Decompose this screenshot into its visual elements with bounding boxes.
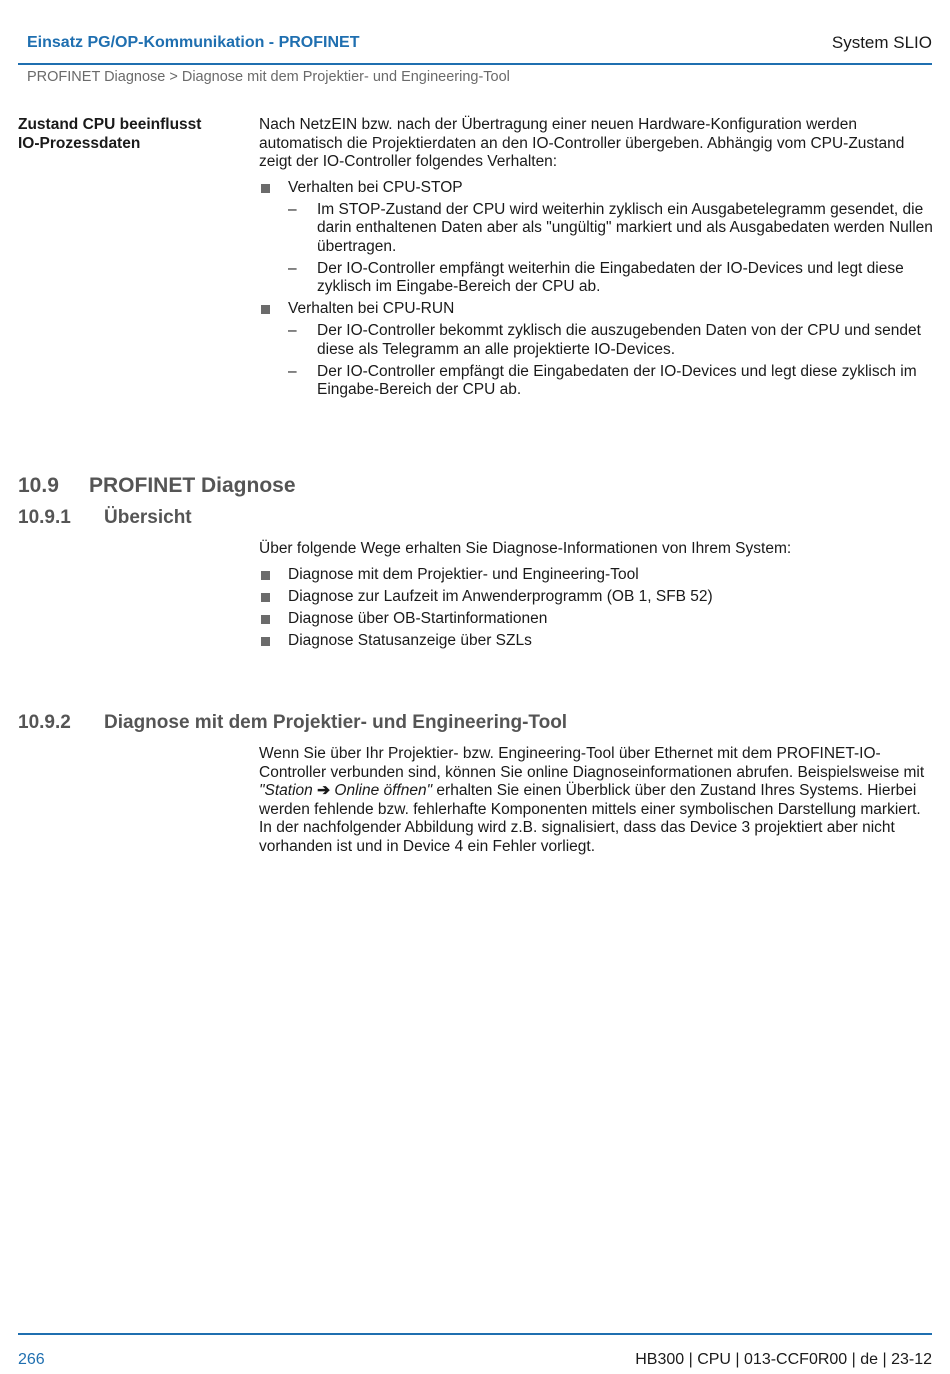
footer-divider — [18, 1333, 932, 1335]
sub-list — [288, 201, 935, 297]
menu-path-part: "Station — [259, 782, 313, 799]
list-item — [259, 179, 935, 297]
section-title: PROFINET Diagnose — [89, 474, 296, 497]
list-item — [259, 632, 935, 651]
section-heading-10-9 — [18, 474, 296, 498]
diagnosis-methods-list — [259, 566, 935, 651]
square-bullet-icon — [261, 637, 270, 646]
list-item-text: Diagnose zur Laufzeit im Anwenderprogramm (OB 1, SFB 52) — [288, 587, 713, 605]
sub-list-text: Im STOP-Zustand der CPU wird weiterhin zyklisch ein Ausgabetelegramm gesendet, die darin enthaltenen Daten aber als "ungültig" markiert und als Ausgabedaten werden Nullen übertragen. — [317, 200, 933, 255]
sub-list-item — [288, 363, 935, 400]
cpu-behavior-list — [259, 179, 935, 400]
section-number: 10.9.2 — [18, 712, 71, 733]
list-item — [259, 588, 935, 607]
engineering-tool-paragraph — [259, 745, 935, 856]
side-heading-line: Zustand CPU beeinflusst — [18, 116, 202, 133]
sub-list-text: Der IO-Controller bekommt zyklisch die auszugebenden Daten von der CPU und sendet diese als Telegramm an alle projektierte IO-Devices. — [317, 322, 921, 358]
list-item — [259, 610, 935, 629]
list-item-text: Diagnose über OB-Startinformationen — [288, 609, 548, 627]
paragraph-text: Wenn Sie über Ihr Projektier- bzw. Engineering-Tool über Ethernet mit dem PROFINET-IO-Controller verbunden sind, können Sie online Diagnoseinformationen abrufen. Beispielsweise mit — [259, 745, 925, 781]
side-heading-cpu-state — [18, 116, 243, 153]
square-bullet-icon — [261, 305, 270, 314]
overview-intro: Über folgende Wege erhalten Sie Diagnose-Informationen von Ihrem System: — [259, 540, 792, 557]
overview-content — [259, 540, 935, 650]
sub-list-text: Der IO-Controller empfängt die Eingabedaten der IO-Devices und legt diese zyklisch im Eingabe-Bereich der CPU ab. — [317, 362, 917, 398]
list-item-title: Verhalten bei CPU-STOP — [288, 178, 463, 196]
arrow-right-icon: ➔ — [317, 782, 331, 799]
list-item — [259, 300, 935, 400]
section-title: Übersicht — [104, 507, 192, 528]
sub-list-item — [288, 201, 935, 257]
square-bullet-icon — [261, 593, 270, 602]
sub-list-item — [288, 260, 935, 297]
page-number: 266 — [18, 1351, 45, 1368]
dash-bullet-icon: – — [288, 322, 297, 339]
section-number: 10.9 — [18, 474, 59, 497]
chapter-title: Einsatz PG/OP-Kommunikation - PROFINET — [27, 34, 360, 51]
dash-bullet-icon: – — [288, 200, 297, 218]
cpu-state-content — [259, 116, 935, 400]
list-item-text: Diagnose Statusanzeige über SZLs — [288, 631, 532, 649]
list-item-title: Verhalten bei CPU-RUN — [288, 300, 455, 317]
engineering-tool-content — [259, 745, 935, 856]
menu-path — [259, 782, 432, 799]
product-name: System SLIO — [831, 33, 932, 52]
paragraph-text: erhalten Sie einen Überblick über den Zustand Ihres Systems. Hierbei werden fehlende bzw. fehlerhafte Komponenten mittels einer symbolischen Darstellung markiert. In der nachfolgender Abbildung wird z.B. signalisiert, dass das Device 3 projektiert aber nicht vorhanden ist und in Device 4 ein Fehler vorliegt. — [259, 782, 921, 855]
cpu-state-intro: Nach NetzEIN bzw. nach der Übertragung einer neuen Hardware-Konfiguration werden automatisch die Projektierdaten an den IO-Controller übergeben. Abhängig vom CPU-Zustand zeigt der IO-Controller folgendes Verhalten: — [259, 116, 905, 170]
square-bullet-icon — [261, 184, 270, 193]
section-heading-10-9-1 — [18, 507, 192, 529]
sub-list-item — [288, 322, 935, 359]
dash-bullet-icon: – — [288, 362, 297, 380]
sub-list-text: Der IO-Controller empfängt weiterhin die Eingabedaten der IO-Devices und legt diese zyklisch im Eingabe-Bereich der CPU ab. — [317, 259, 904, 295]
square-bullet-icon — [261, 571, 270, 580]
side-heading-line: IO-Prozessdaten — [18, 134, 141, 152]
list-item — [259, 566, 935, 585]
square-bullet-icon — [261, 615, 270, 624]
header-divider — [18, 63, 932, 65]
sub-list — [288, 322, 935, 400]
section-title: Diagnose mit dem Projektier- und Engineering-Tool — [104, 712, 568, 733]
menu-path-part: Online öffnen" — [334, 782, 433, 799]
document-info: HB300 | CPU | 013-CCF0R00 | de | 23-12 — [635, 1351, 932, 1368]
list-item-text: Diagnose mit dem Projektier- und Engineering-Tool — [288, 565, 639, 583]
section-number: 10.9.1 — [18, 507, 71, 528]
section-heading-10-9-2 — [18, 712, 567, 734]
dash-bullet-icon: – — [288, 259, 297, 277]
breadcrumb: PROFINET Diagnose > Diagnose mit dem Projektier- und Engineering-Tool — [27, 69, 510, 85]
